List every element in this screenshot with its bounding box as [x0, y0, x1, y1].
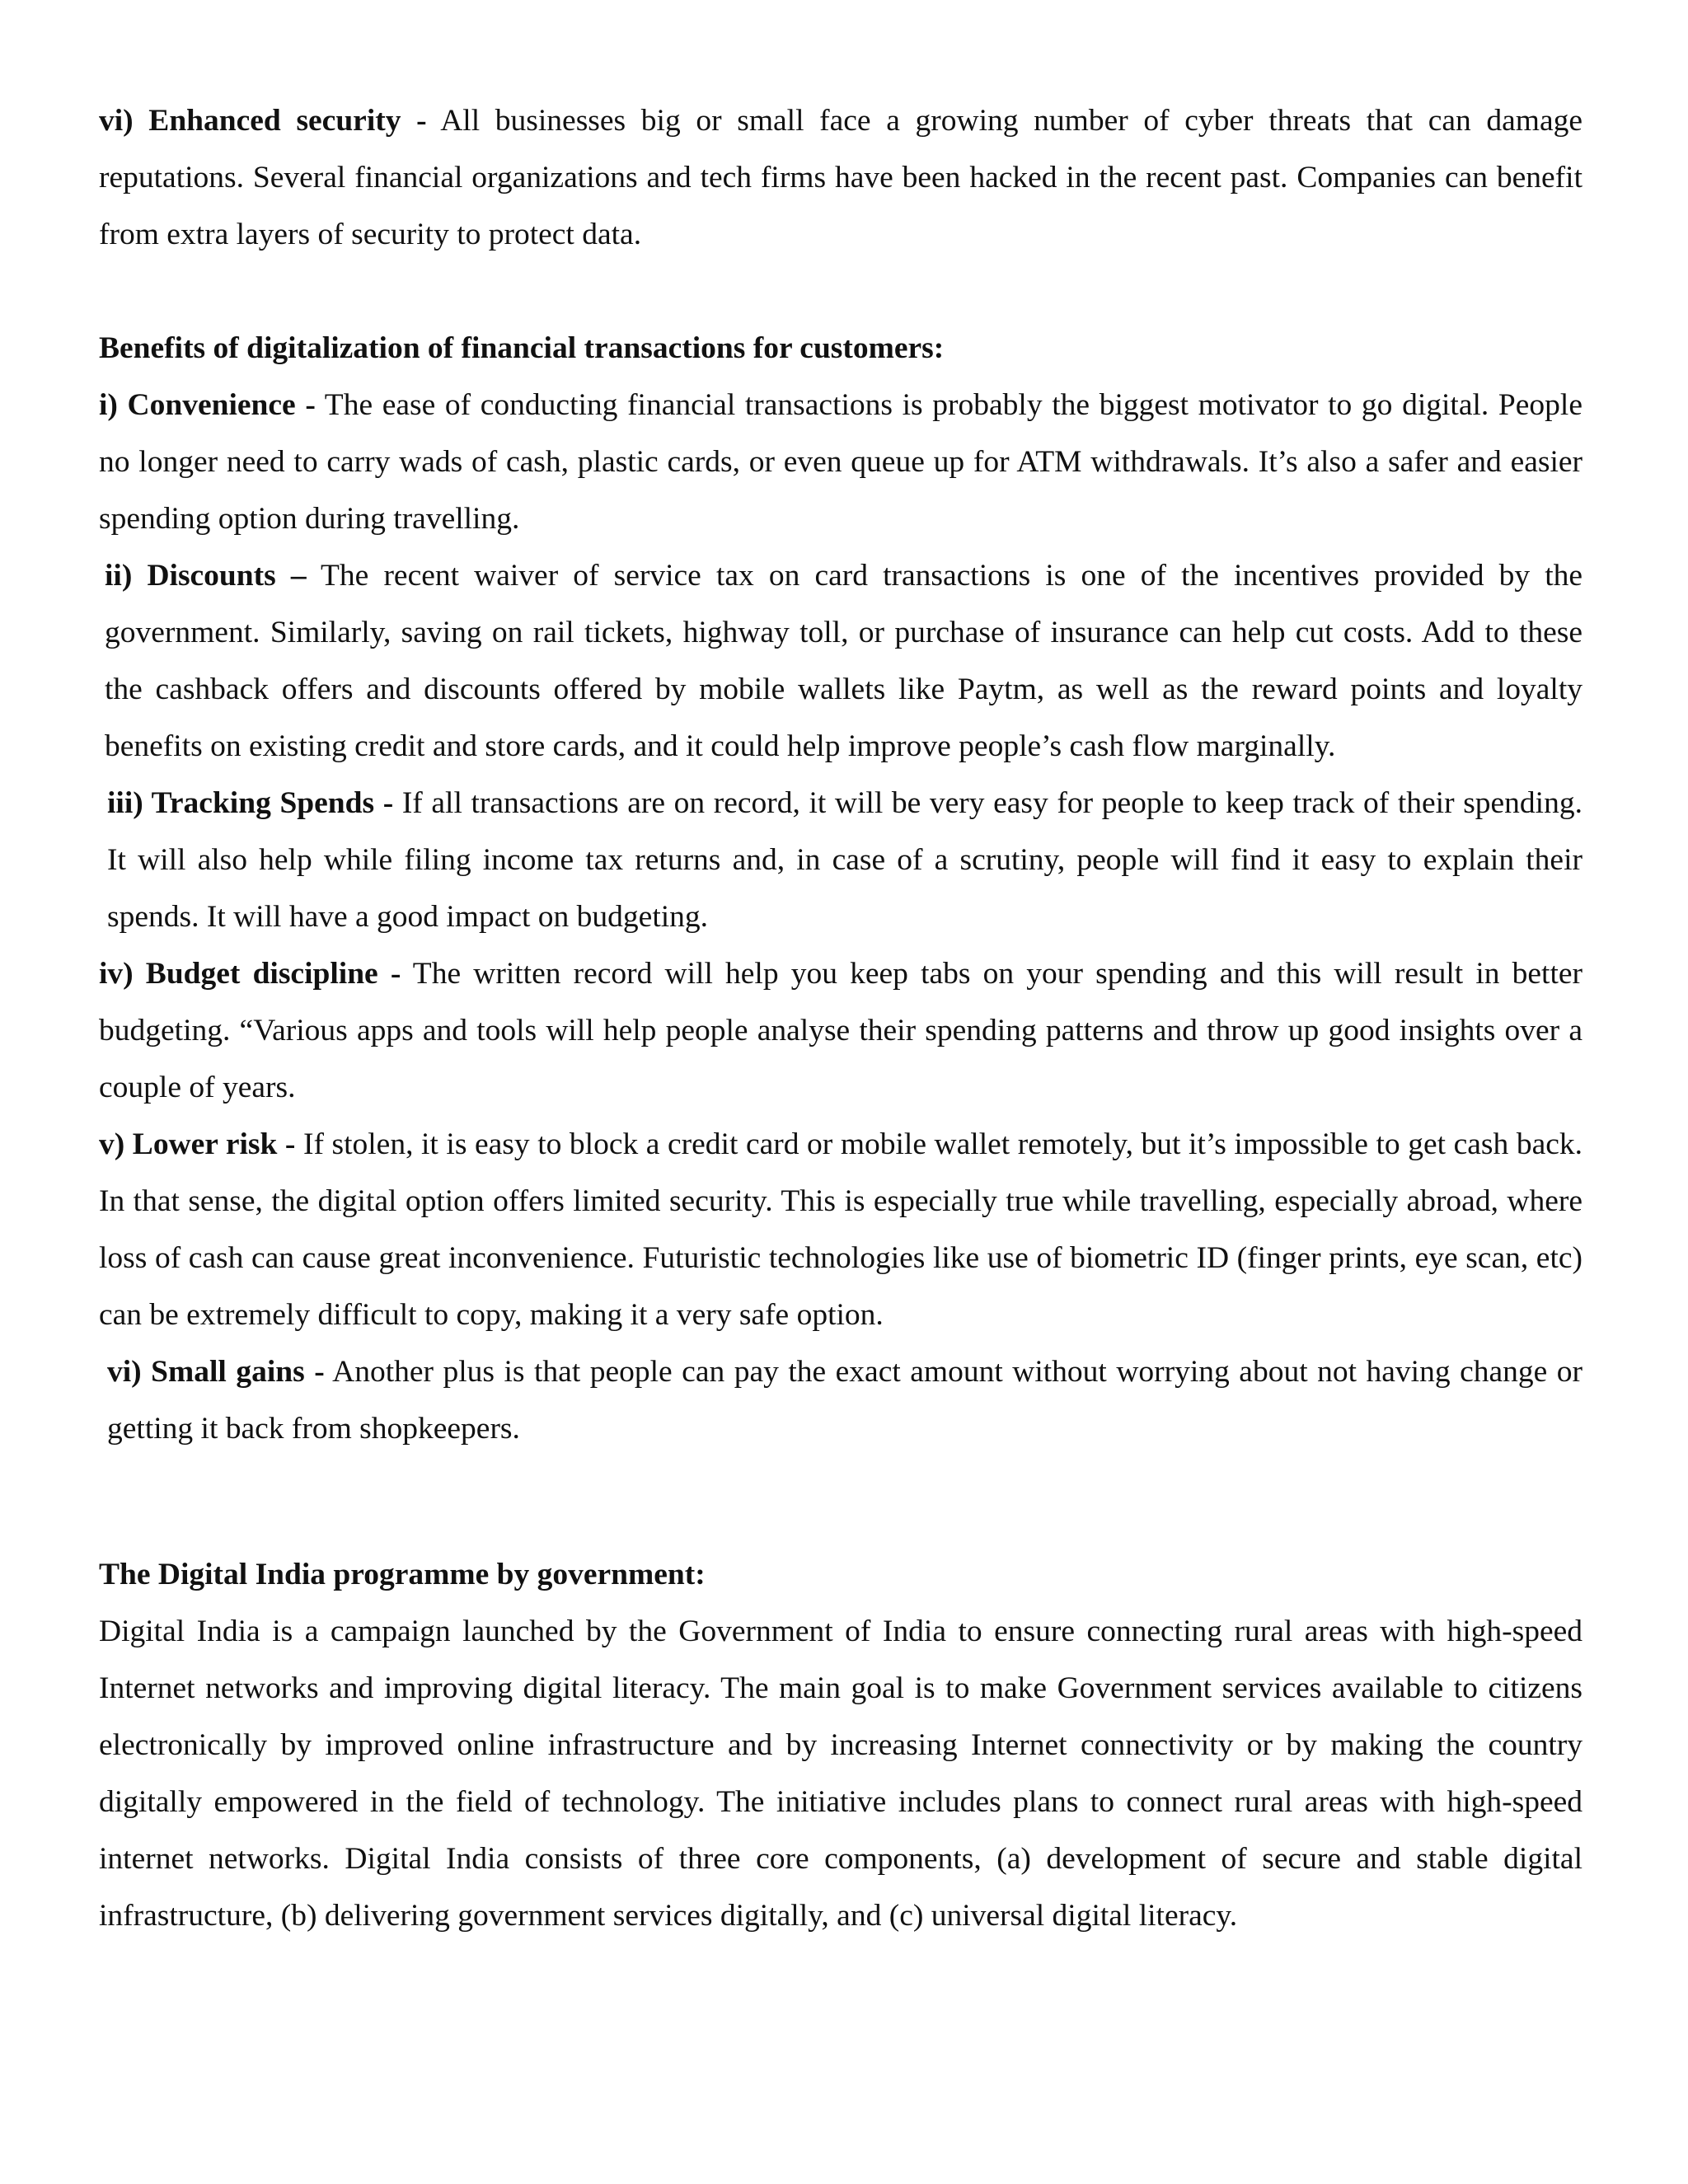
convenience-label: i) Convenience - [99, 388, 316, 422]
convenience-text: The ease of conducting financial transactions is probably the biggest motivator to go digital. People no longer need to carry wads of cash, plastic cards, or even queue up for ATM withdrawals. It’s also a safer and easier spending option during travelling. [99, 388, 1582, 536]
section-gap [99, 263, 1582, 320]
lower-risk-paragraph [99, 1116, 1582, 1343]
tracking-spends-paragraph [99, 775, 1582, 945]
small-gains-text: Another plus is that people can pay the exact amount without worrying about not having change or getting it back from shopkeepers. [107, 1355, 1582, 1446]
lower-risk-text: If stolen, it is easy to block a credit card or mobile wallet remotely, but it’s impossible to get cash back. In that sense, the digital option offers limited security. This is especially true while travelling, especially abroad, where loss of cash can cause great inconvenience. Futuristic technologies like use of biometric ID (finger prints, eye scan, etc) can be extremely difficult to copy, making it a very safe option. [99, 1127, 1582, 1332]
discounts-text: The recent waiver of service tax on card transactions is one of the incentives provided by the government. Similarly, saving on rail tickets, highway toll, or purchase of insurance can help cut costs. Add to these the cashback offers and discounts offered by mobile wallets like Paytm, as well as the reward points and loyalty benefits on existing credit and store cards, and it could help improve people’s cash flow marginally. [105, 559, 1583, 763]
budget-discipline-paragraph [99, 945, 1582, 1116]
tracking-spends-label: iii) Tracking Spends - [107, 786, 394, 820]
budget-discipline-label: iv) Budget discipline - [99, 957, 401, 991]
customers-benefits-heading: Benefits of digitalization of financial transactions for customers: [99, 331, 945, 365]
convenience-paragraph [99, 377, 1582, 547]
section-gap [99, 1457, 1582, 1546]
digital-india-paragraph: Digital India is a campaign launched by the Government of India to ensure connecting rural areas with high-speed Internet networks and improving digital literacy. The main goal is to make Government services available to citizens electronically by improved online infrastructure and by increasing Internet connectivity or by making the country digitally empowered in the field of technology. The initiative includes plans to connect rural areas with high-speed internet networks. Digital India consists of three core components, (a) development of secure and stable digital infrastructure, (b) delivering government services digitally, and (c) universal digital literacy. [99, 1615, 1582, 1933]
enhanced-security-text: All businesses big or small face a growing number of cyber threats that can damage reputations. Several financial organizations and tech firms have been hacked in the recent past. Companies can benefit from extra layers of security to protect data. [99, 104, 1582, 251]
small-gains-label: vi) Small gains - [107, 1355, 325, 1389]
discounts-paragraph [99, 547, 1582, 775]
enhanced-security-label: vi) Enhanced security - [99, 104, 427, 138]
discounts-label: ii) Discounts – [105, 559, 307, 593]
budget-discipline-text: The written record will help you keep tabs on your spending and this will result in better budgeting. “Various apps and tools will help people analyse their spending patterns and throw up good insights over a couple of years. [99, 957, 1582, 1104]
enhanced-security-paragraph [99, 92, 1582, 263]
digital-india-heading: The Digital India programme by government: [99, 1558, 706, 1591]
lower-risk-label: v) Lower risk - [99, 1127, 296, 1161]
small-gains-paragraph [99, 1343, 1582, 1457]
tracking-spends-text: If all transactions are on record, it will be very easy for people to keep track of their spending. It will also help while filing income tax returns and, in case of a scrutiny, people will find it easy to explain their spends. It will have a good impact on budgeting. [107, 786, 1582, 934]
document-page [99, 92, 1582, 1944]
